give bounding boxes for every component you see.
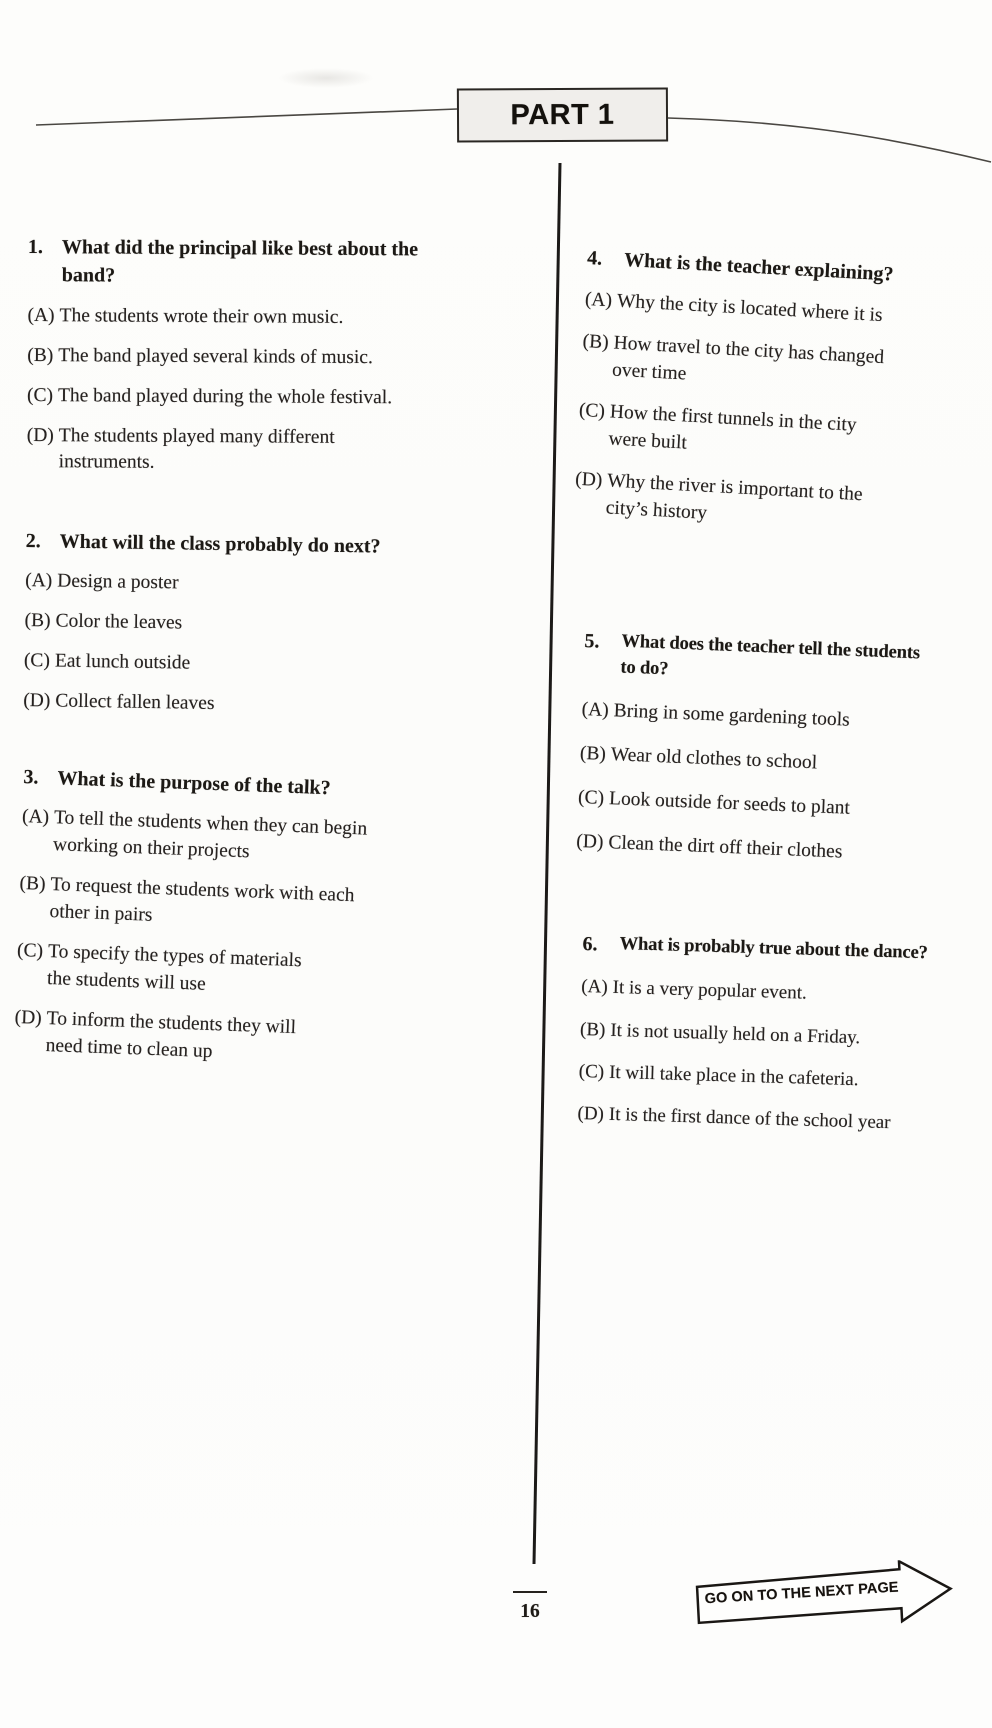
question-1-option-a bbox=[27, 303, 475, 333]
option-label: (D) bbox=[23, 690, 51, 712]
question-5-option-b bbox=[579, 741, 972, 784]
option-label: (C) bbox=[23, 650, 51, 672]
question-1-option-c bbox=[27, 383, 475, 413]
question-4-option-a bbox=[584, 287, 973, 335]
question-number: 1. bbox=[27, 235, 43, 259]
option-label: (D) bbox=[14, 1006, 43, 1029]
go-on-label: GO ON TO THE NEXT PAGE bbox=[704, 1579, 900, 1608]
option-text: To specify the types of materials the students will use bbox=[46, 941, 303, 995]
option-label: (A) bbox=[581, 698, 610, 721]
header-rule-left bbox=[36, 109, 457, 125]
option-text: How travel to the city has changed over time bbox=[611, 332, 885, 385]
question-2-option-c bbox=[24, 648, 472, 682]
next-page-arrow bbox=[693, 1557, 956, 1639]
question-5-option-c bbox=[578, 784, 971, 827]
question-6-option-b bbox=[580, 1017, 979, 1055]
question-1-head bbox=[28, 233, 476, 293]
part-label: PART 1 bbox=[510, 98, 615, 131]
option-text: It is the first dance of the school year bbox=[608, 1103, 891, 1134]
option-text: Look outside for seeds to plant bbox=[608, 787, 851, 819]
question-5-option-a bbox=[581, 697, 974, 740]
option-text: Design a poster bbox=[57, 570, 179, 594]
option-text: Bring in some gardening tools bbox=[613, 700, 851, 731]
option-label: (B) bbox=[582, 331, 610, 354]
option-text: The band played several kinds of music. bbox=[58, 344, 373, 368]
question-3-option-b bbox=[18, 871, 462, 941]
question-stem: What is the teacher explaining? bbox=[623, 248, 895, 286]
question-number: 6. bbox=[582, 932, 598, 956]
question-2-head bbox=[26, 527, 474, 562]
question-3 bbox=[13, 763, 466, 1075]
question-stem: What did the principal like best about the band? bbox=[61, 236, 419, 287]
option-label: (C) bbox=[578, 399, 606, 423]
question-4-option-c bbox=[577, 398, 967, 473]
option-text: Collect fallen leaves bbox=[55, 690, 215, 715]
option-label: (D) bbox=[26, 424, 54, 446]
question-3-options bbox=[13, 804, 464, 1074]
question-2-options bbox=[23, 568, 473, 722]
option-label: (B) bbox=[579, 742, 607, 765]
question-4-option-b bbox=[580, 329, 970, 404]
question-number: 5. bbox=[583, 629, 600, 653]
option-text: It will take place in the cafeteria. bbox=[608, 1061, 859, 1091]
question-5-options bbox=[576, 697, 974, 871]
question-stem: What is the purpose of the talk? bbox=[57, 767, 332, 800]
scan-smudge bbox=[278, 68, 374, 88]
part-label-box bbox=[457, 87, 668, 142]
question-5 bbox=[576, 627, 977, 871]
option-text: To request the students work with each other in pairs bbox=[49, 874, 355, 926]
option-label: (A) bbox=[21, 806, 50, 829]
option-text: The band played during the whole festival. bbox=[57, 384, 393, 408]
question-number: 4. bbox=[586, 246, 603, 270]
question-6 bbox=[577, 930, 981, 1139]
question-1 bbox=[27, 233, 476, 479]
question-3-option-a bbox=[21, 804, 465, 874]
question-4 bbox=[573, 244, 975, 541]
question-stem: What is probably true about the dance? bbox=[619, 933, 928, 964]
option-label: (A) bbox=[581, 976, 609, 999]
option-label: (D) bbox=[577, 1102, 605, 1125]
question-stem: What does the teacher tell the students to do? bbox=[619, 630, 921, 680]
option-label: (C) bbox=[26, 384, 54, 406]
question-number: 2. bbox=[25, 529, 41, 553]
question-1-options bbox=[27, 303, 476, 479]
option-text: The students played many different instruments. bbox=[58, 424, 335, 474]
option-text: How the first tunnels in the city were built bbox=[607, 401, 858, 454]
option-text: Eat lunch outside bbox=[54, 650, 191, 674]
option-text: It is not usually held on a Friday. bbox=[610, 1019, 861, 1048]
question-1-option-d bbox=[27, 422, 475, 479]
header-rule-right bbox=[668, 118, 991, 162]
option-text: The students wrote their own music. bbox=[59, 304, 344, 328]
question-6-options bbox=[577, 974, 979, 1139]
option-label: (C) bbox=[578, 1060, 605, 1083]
question-4-options bbox=[573, 287, 973, 541]
option-label: (D) bbox=[575, 830, 604, 853]
option-text: Color the leaves bbox=[55, 610, 183, 634]
question-2 bbox=[23, 527, 474, 722]
question-1-option-b bbox=[27, 343, 475, 373]
option-label: (D) bbox=[574, 468, 603, 492]
option-text: To tell the students when they can begin working on their projects bbox=[52, 807, 368, 863]
option-label: (B) bbox=[579, 1018, 606, 1041]
option-label: (A) bbox=[27, 304, 55, 326]
question-6-option-c bbox=[578, 1059, 977, 1097]
option-label: (B) bbox=[19, 873, 46, 896]
option-label: (C) bbox=[16, 939, 44, 962]
question-number: 3. bbox=[23, 765, 39, 789]
page-number: 16 bbox=[513, 1591, 547, 1623]
question-stem: What will the class probably do next? bbox=[59, 530, 381, 558]
question-2-option-a bbox=[25, 568, 473, 602]
option-text: Why the city is located where it is bbox=[616, 291, 884, 327]
option-text: Clean the dirt off their clothes bbox=[608, 831, 843, 863]
option-text: To inform the students they will need time to clean up bbox=[45, 1007, 297, 1062]
option-label: (A) bbox=[24, 570, 53, 592]
option-label: (B) bbox=[27, 344, 54, 366]
question-6-option-a bbox=[581, 974, 980, 1012]
option-label: (B) bbox=[24, 610, 51, 632]
option-text: Why the river is important to the city’s history bbox=[605, 470, 864, 524]
option-label: (C) bbox=[577, 786, 605, 809]
column-divider bbox=[534, 163, 560, 1564]
option-text: Wear old clothes to school bbox=[610, 743, 818, 774]
question-3-option-c bbox=[16, 938, 460, 1008]
option-text: It is a very popular event. bbox=[612, 977, 808, 1005]
question-2-option-b bbox=[24, 608, 472, 642]
option-label: (A) bbox=[584, 289, 613, 312]
